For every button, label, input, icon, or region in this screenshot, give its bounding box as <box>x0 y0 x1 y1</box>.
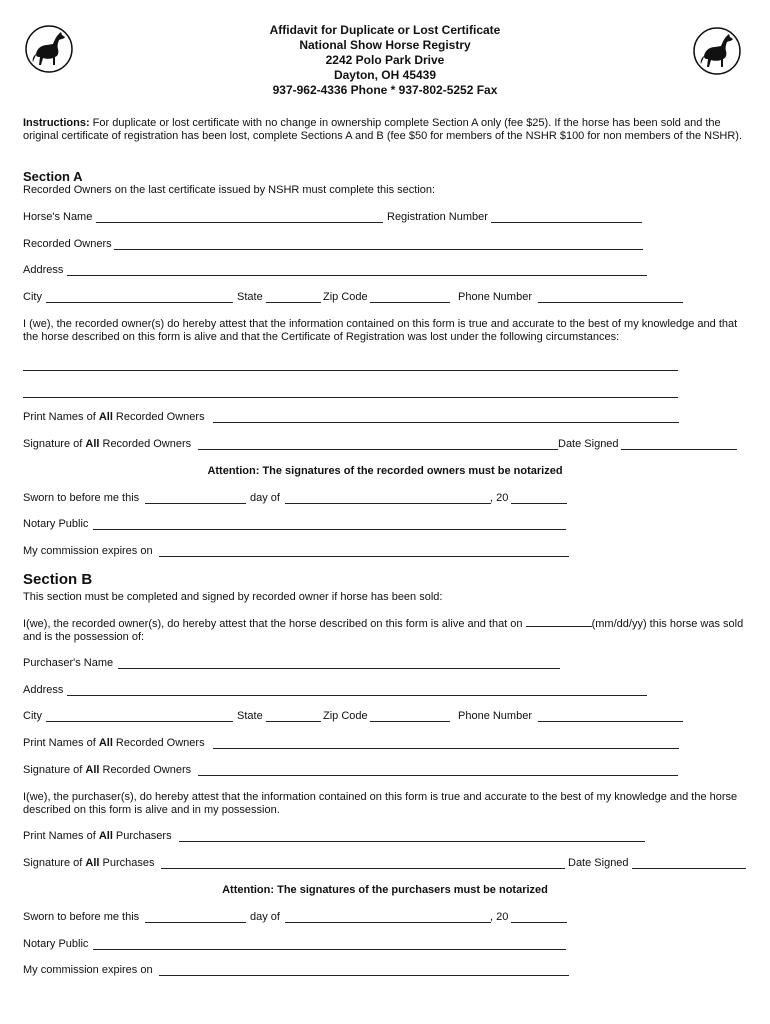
purchaser-name-field[interactable] <box>118 668 560 669</box>
print-names-row <box>23 411 723 425</box>
b-city-field[interactable] <box>46 721 233 722</box>
phone-field[interactable] <box>538 302 683 303</box>
sale-date-field[interactable] <box>526 617 592 627</box>
address-label: Address <box>23 264 64 276</box>
city-field[interactable] <box>46 302 233 303</box>
address-field[interactable] <box>67 275 647 276</box>
b-notary-public-field[interactable] <box>93 949 566 950</box>
section-b-title: Section B <box>23 571 93 588</box>
street-address: 2242 Polo Park Drive <box>325 53 445 67</box>
year-prefix: , 20 <box>490 492 509 504</box>
address-row <box>23 264 723 278</box>
b-signature-field[interactable] <box>198 775 678 776</box>
zip-label: Zip Code <box>323 291 368 303</box>
phone-fax: 937-962-4336 Phone * 937-802-5252 Fax <box>272 83 498 97</box>
recorded-owners-field[interactable] <box>114 249 643 250</box>
b-sworn-label: Sworn to before me this <box>23 911 140 923</box>
city-label: City <box>23 291 42 303</box>
instructions-text: For duplicate or lost certificate with no change in ownership complete Section A only (fee $25). If the horse has been sold and the original certificate of registration has been lost, complete Sections A and B (fee $50 for members of the NSHR $100 for non members of the NSHR). <box>23 117 743 142</box>
circumstances-line-2[interactable] <box>23 397 678 398</box>
b-sworn-day-field[interactable] <box>145 922 246 923</box>
purchaser-attest: I(we), the purchaser(s), do hereby attest that the information contained on this form is true and accurate to the best of my knowledge and the horse described on this form is alive and in my possession. <box>23 791 738 816</box>
commission-row <box>23 545 723 559</box>
b-city-label: City <box>23 710 42 722</box>
b-phone-label: Phone Number <box>458 710 532 722</box>
registration-number-field[interactable] <box>491 222 642 223</box>
state-label: State <box>237 291 263 303</box>
b-print-names-field[interactable] <box>213 748 679 749</box>
attention-notarize-owners: Attention: The signatures of the recorded owners must be notarized <box>207 465 563 477</box>
b-date-signed-label: Date Signed <box>568 857 629 869</box>
signature-row <box>23 438 743 452</box>
b-phone-field[interactable] <box>538 721 683 722</box>
purchaser-name-row <box>23 657 723 671</box>
b-print-names-row <box>23 737 723 751</box>
city-row <box>23 291 723 305</box>
section-b-subtitle: This section must be completed and signed by recorded owner if horse has been sold: <box>23 591 443 603</box>
horse-name-field[interactable] <box>96 222 383 223</box>
horse-name-label: Horse's Name <box>23 211 93 223</box>
print-names-field[interactable] <box>213 422 679 423</box>
notary-row <box>23 518 723 532</box>
b-sworn-year-field[interactable] <box>511 922 567 923</box>
sig-purchasers-row <box>23 857 750 871</box>
form-header <box>0 23 770 98</box>
section-a-title: Section A <box>23 169 83 184</box>
b-address-label: Address <box>23 684 64 696</box>
b-sworn-row <box>23 911 723 925</box>
b-address-field[interactable] <box>67 695 647 696</box>
recorded-owners-row <box>23 238 723 252</box>
zip-field[interactable] <box>370 302 450 303</box>
b-state-field[interactable] <box>266 721 321 722</box>
horse-name-row <box>23 211 723 225</box>
section-a-attest: I (we), the recorded owner(s) do hereby attest that the information contained on this form is true and accurate to the best of my knowledge and that the horse described on this form is alive and that the Certificate of Registration was lost under the following circumstances: <box>23 318 738 343</box>
commission-field[interactable] <box>159 556 569 557</box>
b-commission-label: My commission expires on <box>23 964 153 976</box>
sworn-label: Sworn to before me this <box>23 492 140 504</box>
notary-public-field[interactable] <box>93 529 566 530</box>
sworn-month-field[interactable] <box>285 503 491 504</box>
b-zip-field[interactable] <box>370 721 450 722</box>
form-title: Affidavit for Duplicate or Lost Certificate <box>269 23 501 37</box>
state-field[interactable] <box>266 302 321 303</box>
b-date-signed-field[interactable] <box>632 868 746 869</box>
b-address-row <box>23 684 723 698</box>
recorded-owners-label: Recorded Owners <box>23 238 112 250</box>
b-signature-label: Signature of All Recorded Owners <box>23 764 192 776</box>
signature-field[interactable] <box>198 449 558 450</box>
sworn-year-field[interactable] <box>511 503 567 504</box>
section-a-subtitle: Recorded Owners on the last certificate issued by NSHR must complete this section: <box>23 184 436 196</box>
instructions-label: Instructions: <box>23 117 90 129</box>
sig-purchasers-field[interactable] <box>161 868 565 869</box>
section-b-attest: I(we), the recorded owner(s), do hereby attest that the horse described on this form is alive and that on (mm/dd/yy) this horse was sold and is the possession of: <box>23 618 744 643</box>
notary-public-label: Notary Public <box>23 518 89 530</box>
attention-notarize-purchasers: Attention: The signatures of the purchasers must be notarized <box>222 884 548 896</box>
sworn-day-field[interactable] <box>145 503 246 504</box>
instructions <box>23 117 747 143</box>
print-names-label: Print Names of All Recorded Owners <box>23 411 205 423</box>
circumstances-line-1[interactable] <box>23 370 678 371</box>
phone-label: Phone Number <box>458 291 532 303</box>
signature-label: Signature of All Recorded Owners <box>23 438 192 450</box>
date-signed-field[interactable] <box>621 449 737 450</box>
registration-number-label: Registration Number <box>387 211 488 223</box>
b-commission-row <box>23 964 723 978</box>
b-zip-label: Zip Code <box>323 710 368 722</box>
print-purchasers-row <box>23 830 723 844</box>
b-year-prefix: , 20 <box>490 911 509 923</box>
day-of-label: day of <box>250 492 280 504</box>
b-city-row <box>23 710 723 724</box>
print-purchasers-label: Print Names of All Purchasers <box>23 830 172 842</box>
sig-purchasers-label: Signature of All Purchases <box>23 857 155 869</box>
date-signed-label: Date Signed <box>558 438 619 450</box>
b-state-label: State <box>237 710 263 722</box>
b-signature-row <box>23 764 723 778</box>
b-commission-field[interactable] <box>159 975 569 976</box>
print-purchasers-field[interactable] <box>179 841 645 842</box>
b-day-of-label: day of <box>250 911 280 923</box>
purchaser-name-label: Purchaser's Name <box>23 657 114 669</box>
city-state-zip: Dayton, OH 45439 <box>333 68 437 82</box>
b-notary-public-label: Notary Public <box>23 938 89 950</box>
registry-name: National Show Horse Registry <box>299 38 471 52</box>
b-sworn-month-field[interactable] <box>285 922 491 923</box>
commission-label: My commission expires on <box>23 545 153 557</box>
b-notary-row <box>23 938 723 952</box>
sworn-row <box>23 492 723 506</box>
b-print-names-label: Print Names of All Recorded Owners <box>23 737 205 749</box>
